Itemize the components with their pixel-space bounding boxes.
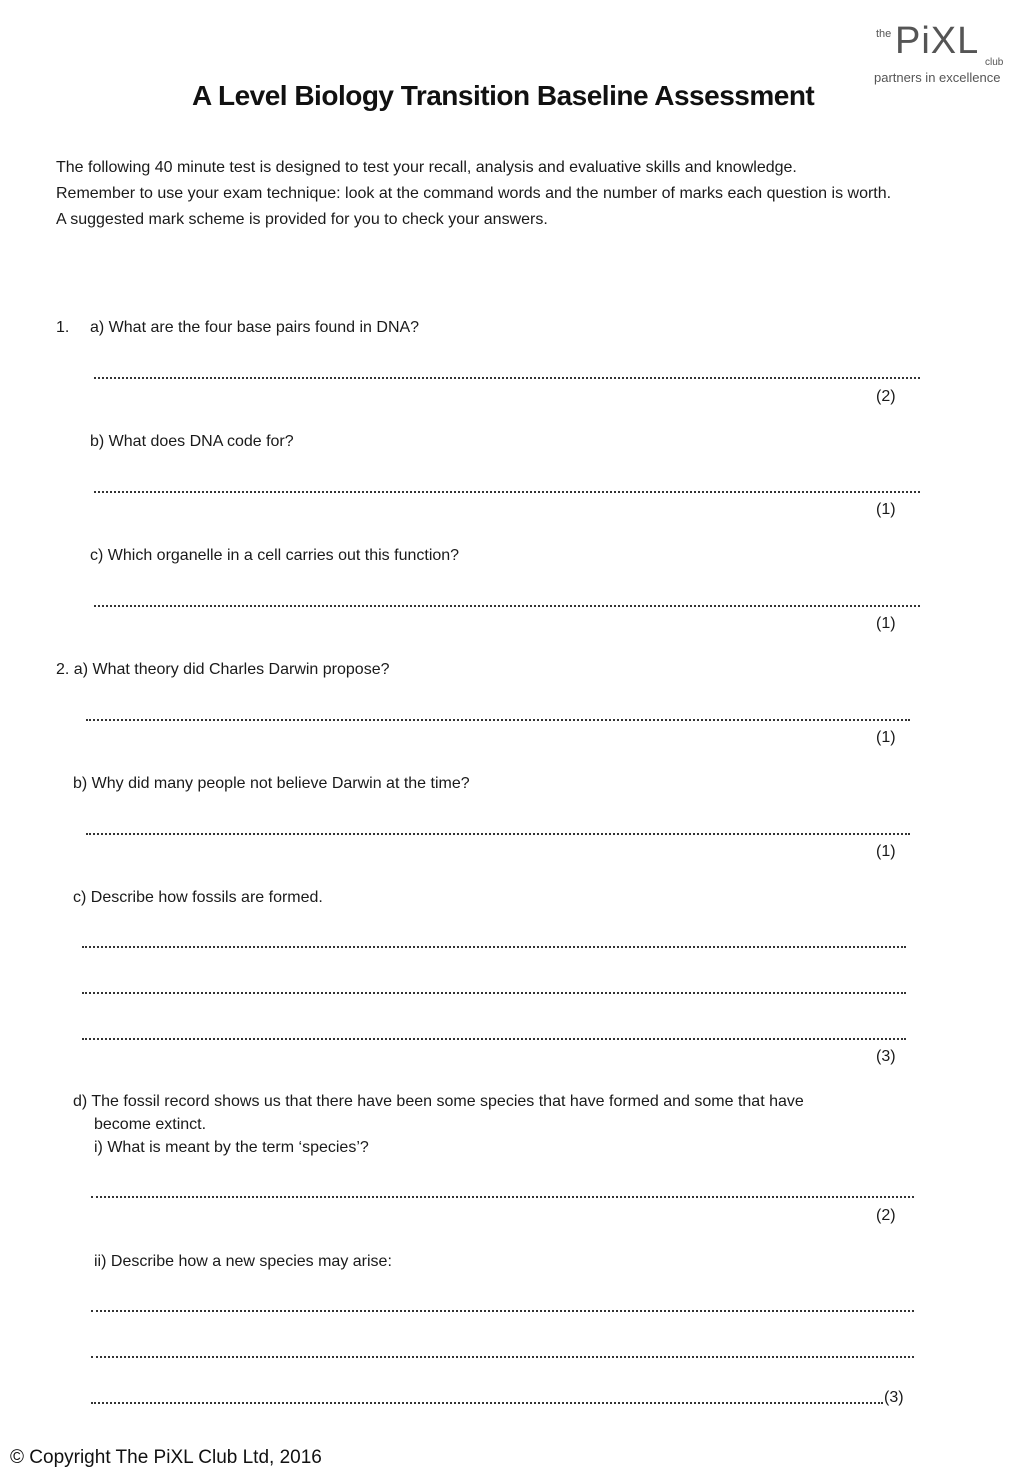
marks-2a: (1) (876, 729, 896, 746)
question-2d-line-2: become extinct. (94, 1116, 207, 1133)
answer-line-2dii-3[interactable] (91, 1402, 883, 1404)
answer-line-1b[interactable] (94, 491, 920, 493)
answer-line-2b[interactable] (86, 833, 910, 835)
copyright-footer: © Copyright The PiXL Club Ltd, 2016 (10, 1447, 322, 1468)
marks-1c: (1) (876, 615, 896, 632)
intro-line-2: Remember to use your exam technique: look at the command words and the number of marks each question is worth. (56, 185, 892, 202)
marks-2c: (3) (876, 1048, 896, 1065)
logo-club: club (985, 57, 1004, 68)
question-2d-line-1: d) The fossil record shows us that there have been some species that have formed and some that have (73, 1093, 804, 1110)
answer-line-2dii-2[interactable] (91, 1356, 914, 1358)
question-2c: c) Describe how fossils are formed. (73, 889, 323, 906)
marks-2b: (1) (876, 843, 896, 860)
marks-2dii: (3) (884, 1389, 904, 1406)
logo-brand: PiXL (895, 20, 980, 62)
question-2dii: ii) Describe how a new species may arise: (94, 1253, 392, 1270)
answer-line-2c-2[interactable] (82, 992, 906, 994)
answer-line-1a[interactable] (94, 377, 920, 379)
question-1-number: 1. (56, 319, 70, 336)
answer-line-1c[interactable] (94, 605, 920, 607)
answer-line-2dii-1[interactable] (91, 1310, 914, 1312)
intro-line-3: A suggested mark scheme is provided for you to check your answers. (56, 211, 548, 228)
question-2b: b) Why did many people not believe Darwin at the time? (73, 775, 470, 792)
answer-line-2c-3[interactable] (82, 1038, 906, 1040)
logo-tagline: partners in excellence (874, 70, 1001, 85)
question-2di: i) What is meant by the term ‘species’? (94, 1139, 369, 1156)
marks-1a: (2) (876, 388, 896, 405)
question-1c: c) Which organelle in a cell carries out this function? (90, 547, 460, 564)
answer-line-2c-1[interactable] (82, 946, 906, 948)
page-title: A Level Biology Transition Baseline Assessment (192, 80, 815, 111)
logo-the: the (876, 28, 892, 40)
question-2a: 2. a) What theory did Charles Darwin propose? (56, 661, 390, 678)
question-1a: a) What are the four base pairs found in DNA? (90, 319, 420, 336)
pixl-logo (872, 20, 1012, 88)
answer-line-2di[interactable] (91, 1196, 914, 1198)
intro-line-1: The following 40 minute test is designed to test your recall, analysis and evaluative skills and knowledge. (56, 159, 797, 176)
marks-1b: (1) (876, 501, 896, 518)
marks-2di: (2) (876, 1207, 896, 1224)
question-1b: b) What does DNA code for? (90, 433, 294, 450)
answer-line-2a[interactable] (86, 719, 910, 721)
